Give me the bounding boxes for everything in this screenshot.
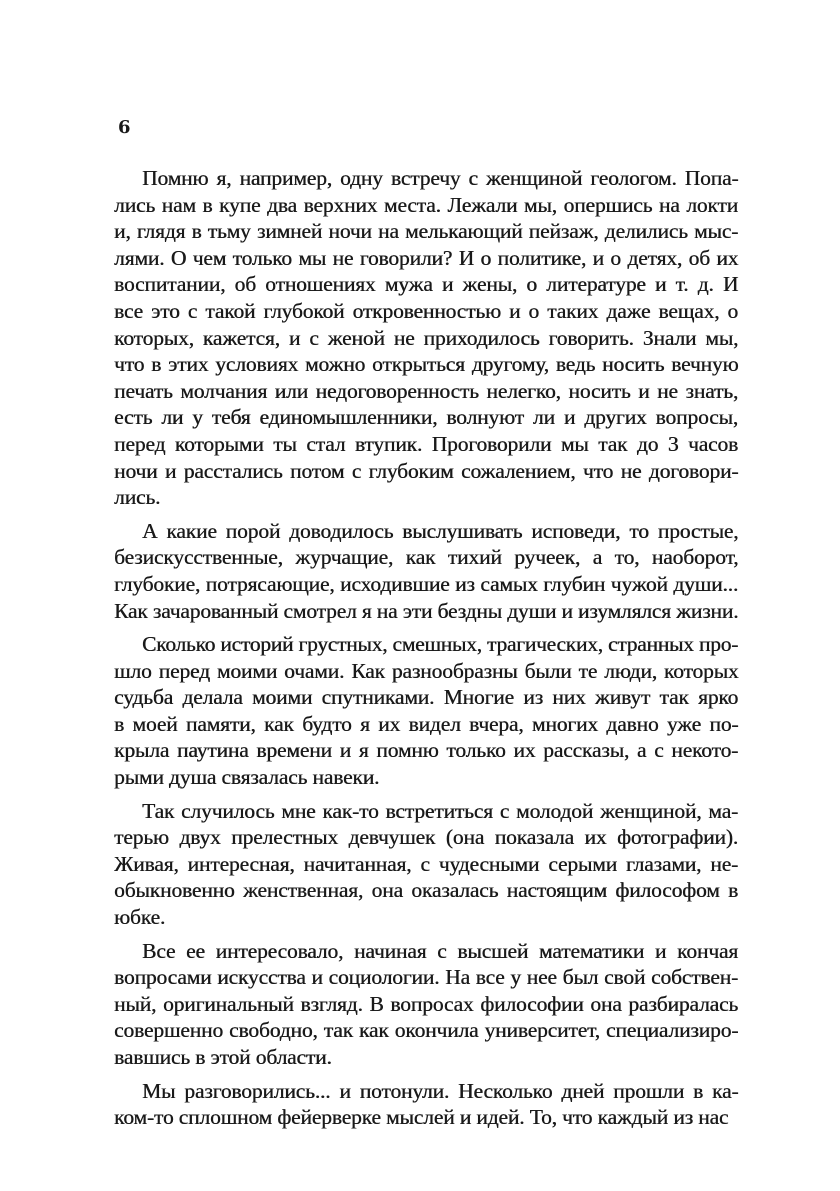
text-line: Живая, интересная, начитанная, с чудесными серыми глазами, не-	[114, 851, 738, 876]
text-line: и, глядя в тьму зимней ночи на мелькающий пейзаж, делились мыс-	[114, 219, 739, 244]
paragraph	[114, 631, 738, 791]
text-line: судьба делала моими спутниками. Многие из них живут так ярко	[114, 685, 739, 710]
text-line: перед которыми ты стал втупик. Проговорили мы так до 3 часов	[114, 431, 738, 456]
text-line: Мы разговорились... и потонули. Несколько дней прошли в ка-	[142, 1078, 739, 1103]
text-line: А какие порой доводилось выслушивать исповеди, то простые,	[142, 518, 739, 543]
text-line: Как зачарованный смотрел я на эти бездны души и изумлялся жизни.	[114, 598, 739, 623]
text-line: вавшись в этой области.	[114, 1045, 332, 1069]
text-line: Все ее интересовало, начиная с высшей математики и кончая	[142, 938, 738, 963]
text-line: безискусственные, журчащие, как тихий ручеек, а то, наоборот,	[114, 545, 739, 570]
text-line: Сколько историй грустных, смешных, трагических, странных про-	[142, 632, 738, 657]
text-line: ночи и расстались потом с глубоким сожалением, что не договори-	[114, 458, 739, 483]
text-line: что в этих условиях можно открыться другому, ведь носить вечную	[114, 352, 739, 377]
text-line: ный, оригинальный взгляд. В вопросах философии она разбиралась	[114, 991, 738, 1016]
text-line: все это с такой глубокой откровенностью и о таких даже вещах, о	[114, 298, 738, 323]
text-line: ком-то сплошном фейерверке мыслей и идей. То, что каждый из нас	[114, 1105, 729, 1130]
text-line: печать молчания или недоговоренность нелегко, носить и не знать,	[114, 378, 739, 403]
text-line: лись.	[114, 485, 161, 510]
paragraph	[114, 1078, 738, 1131]
page-number: 6	[118, 117, 131, 138]
text-line: шло перед моими очами. Как разнообразны были те люди, которых	[114, 658, 739, 683]
paragraph	[114, 518, 738, 624]
text-line: терью двух прелестных девчушек (она показала их фотографии).	[114, 825, 738, 850]
text-line: крыла паутина времени и я помню только их рассказы, а с некото-	[114, 738, 739, 763]
text-line: лями. О чем только мы не говорили? И о политике, и о детях, об их	[114, 245, 739, 270]
text-line: Помню я, например, одну встречу с женщиной геологом. Попа-	[142, 166, 739, 190]
paragraph	[114, 938, 738, 1071]
text-line: глубокие, потрясающие, исходившие из самых глубин чужой души...	[114, 571, 739, 596]
text-line: юбке.	[114, 905, 166, 930]
text-line: лись нам в купе два верхних места. Лежали мы, опершись на локти	[114, 192, 738, 217]
text-line: совершенно свободно, так как окончила университет, специализиро-	[114, 1018, 739, 1043]
paragraph	[114, 798, 738, 931]
text-line: обыкновенно женственная, она оказалась настоящим философом в	[114, 878, 738, 903]
text-line: есть ли у тебя единомышленники, волнуют ли и других вопросы,	[114, 405, 738, 430]
text-line: которых, кажется, и с женой не приходилось говорить. Знали мы,	[114, 325, 739, 350]
text-line: вопросами искусства и социологии. На все у нее был свой собствен-	[114, 965, 738, 990]
text-line: воспитании, об отношениях мужа и жены, о литературе и т. д. И	[114, 272, 739, 297]
body-text	[114, 165, 738, 1138]
paragraph	[114, 165, 738, 511]
text-line: Так случилось мне как-то встретиться с молодой женщиной, ма-	[142, 798, 738, 823]
text-line: в моей памяти, как будто я их видел вчера, многих давно уже по-	[114, 711, 739, 736]
text-line: рыми душа связалась навеки.	[114, 765, 380, 790]
